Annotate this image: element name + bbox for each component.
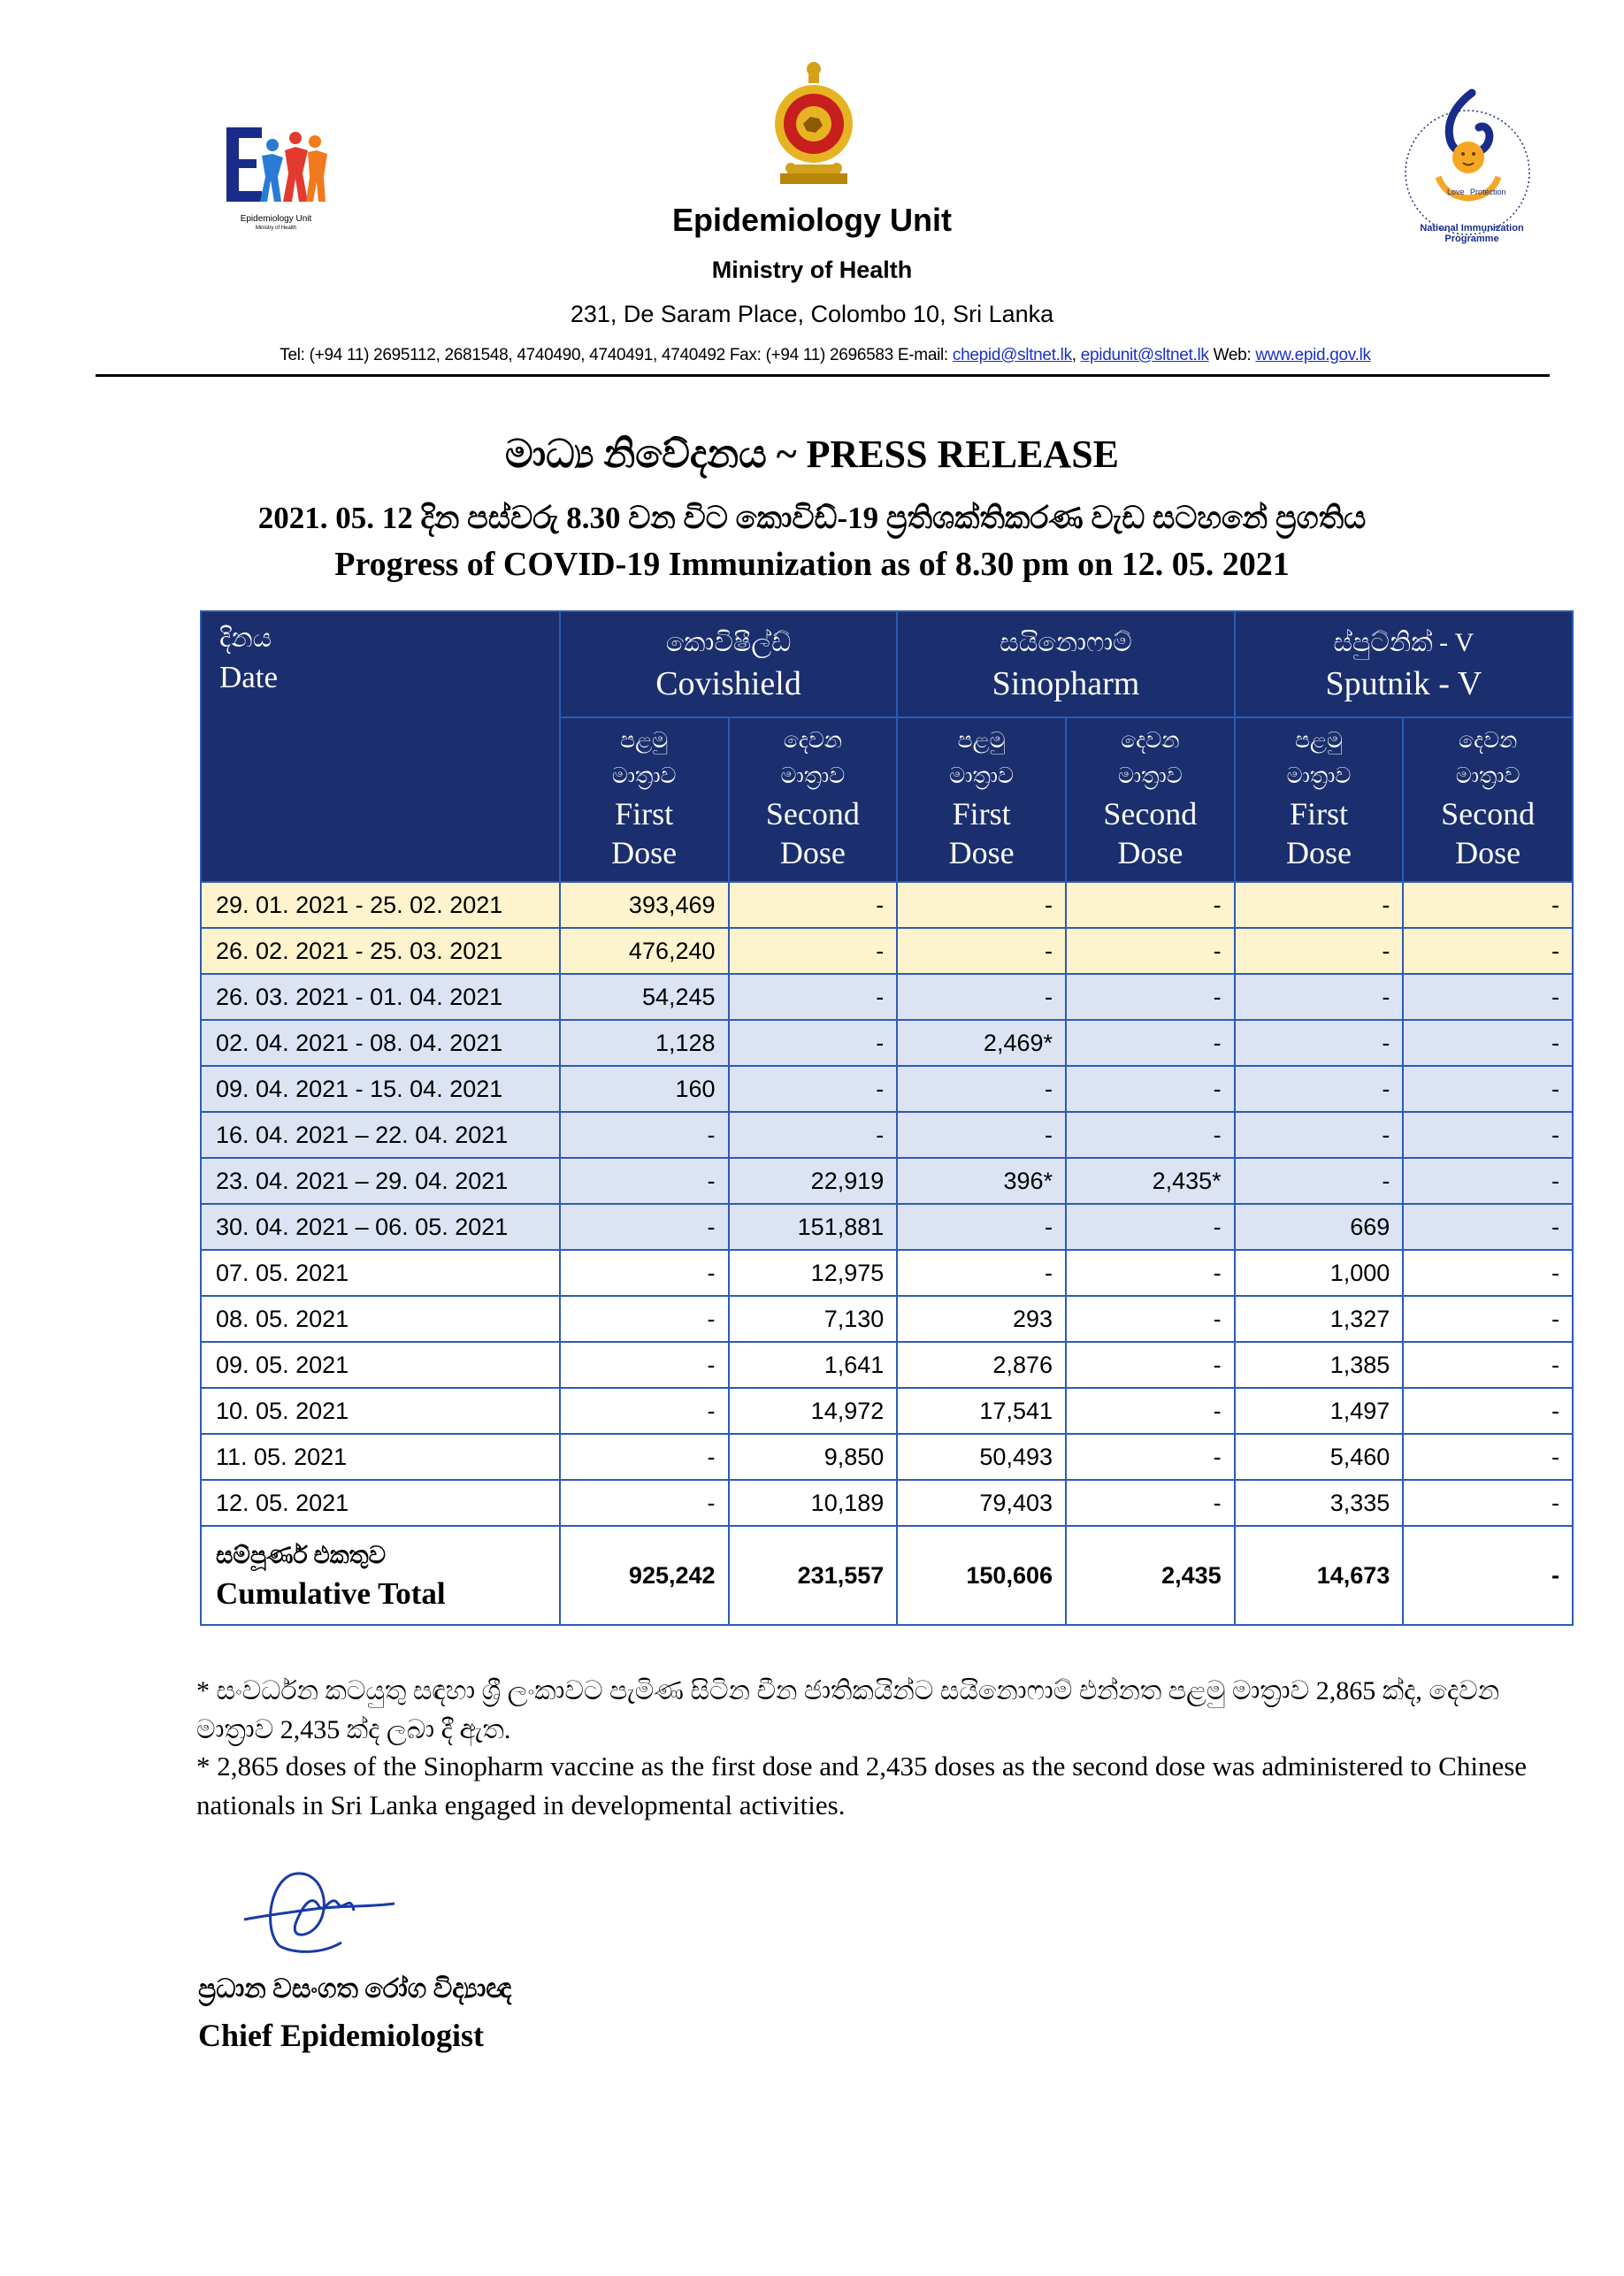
contact-line <box>96 346 1555 365</box>
table-row <box>201 928 1573 974</box>
dose-count-cell: 54,245 <box>560 974 729 1020</box>
dose-count-cell: 396* <box>897 1158 1066 1204</box>
subtitle-english: Progress of COVID-19 Immunization as of 8.30 pm on 12. 05. 2021 <box>334 546 1290 583</box>
dose-count-cell: - <box>1066 1112 1235 1158</box>
logo-subcaption: Ministry of Health <box>255 226 297 231</box>
date-header-si: දිනය <box>219 624 272 653</box>
logo-word-love: Love <box>1447 188 1465 196</box>
vaccine-header-covishield <box>560 611 897 717</box>
dose-count-cell: 2,435* <box>1066 1158 1235 1204</box>
email-link-epidunit[interactable]: epidunit@sltnet.lk <box>1080 346 1209 364</box>
total-cell: 150,606 <box>897 1526 1066 1625</box>
row-date: 23. 04. 2021 – 29. 04. 2021 <box>201 1158 560 1204</box>
dose-count-cell: - <box>1066 1342 1235 1388</box>
dose-count-cell: - <box>1066 882 1235 928</box>
total-cell: 2,435 <box>1066 1526 1235 1625</box>
dose-count-cell: - <box>897 1250 1066 1296</box>
dose-count-cell: 3,335 <box>1235 1480 1404 1526</box>
total-label-si: සම්පූර්ණ එකතුව <box>216 1542 387 1568</box>
cumulative-total-row <box>201 1526 1573 1625</box>
footnote-english: * 2,865 doses of the Sinopharm vaccine as the first dose and 2,435 doses as the second dose was administered to Chinese nationals in Sri Lanka engaged in developmental activities. <box>196 1751 1528 1820</box>
row-date: 11. 05. 2021 <box>201 1434 560 1480</box>
dose-count-cell: - <box>1066 928 1235 974</box>
date-column-header <box>201 611 560 882</box>
email-separator: , <box>1071 346 1081 364</box>
dose-count-cell: 1,000 <box>1235 1250 1404 1296</box>
table-row <box>201 1112 1573 1158</box>
logo-word-protection: Protection <box>1470 188 1506 196</box>
dose-count-cell: - <box>1403 1158 1573 1204</box>
dose-count-cell: - <box>1066 1020 1235 1066</box>
dose-count-cell: - <box>729 1066 898 1112</box>
dose-count-cell: - <box>1235 1112 1404 1158</box>
table-row <box>201 882 1573 928</box>
total-label <box>201 1526 560 1625</box>
dose-count-cell: - <box>1403 1066 1573 1112</box>
row-date: 09. 05. 2021 <box>201 1342 560 1388</box>
dose-count-cell: - <box>1403 974 1573 1020</box>
table-row <box>201 1480 1573 1526</box>
dose-count-cell: 22,919 <box>729 1158 898 1204</box>
dose-count-cell: 9,850 <box>729 1434 898 1480</box>
dose-count-cell: - <box>897 1066 1066 1112</box>
row-date: 16. 04. 2021 – 22. 04. 2021 <box>201 1112 560 1158</box>
dose-count-cell: 151,881 <box>729 1204 898 1250</box>
dose-count-cell: - <box>560 1158 729 1204</box>
dose-count-cell: 160 <box>560 1066 729 1112</box>
dose-count-cell: - <box>1066 1296 1235 1342</box>
dose-count-cell: 1,641 <box>729 1342 898 1388</box>
logo-caption-nip: National Immunization Programme <box>1420 223 1524 244</box>
email-link-chepid[interactable]: chepid@sltnet.lk <box>952 346 1072 364</box>
dose-count-cell: 2,876 <box>897 1342 1066 1388</box>
total-cell: 925,242 <box>560 1526 729 1625</box>
dose-count-cell: 50,493 <box>897 1434 1066 1480</box>
dose-count-cell: - <box>1403 1434 1573 1480</box>
dose-count-cell: 79,403 <box>897 1480 1066 1526</box>
vaccine-header-sputnik <box>1235 611 1573 717</box>
dose-count-cell: 10,189 <box>729 1480 898 1526</box>
dose-count-cell: - <box>1403 1342 1573 1388</box>
dose-count-cell: - <box>1403 1112 1573 1158</box>
dose-count-cell: - <box>1066 1480 1235 1526</box>
table-row <box>201 1342 1573 1388</box>
row-date: 26. 03. 2021 - 01. 04. 2021 <box>201 974 560 1020</box>
dose-count-cell: - <box>1403 928 1573 974</box>
dose-count-cell: 476,240 <box>560 928 729 974</box>
dose-count-cell: - <box>560 1250 729 1296</box>
dose-count-cell: - <box>1403 1020 1573 1066</box>
dose-count-cell: - <box>729 882 898 928</box>
dose-header: දෙවන මාත්‍රාව Second Dose <box>1403 717 1573 882</box>
dose-count-cell: - <box>560 1112 729 1158</box>
vaccine-header-sinopharm <box>897 611 1234 717</box>
dose-count-cell: - <box>1066 974 1235 1020</box>
dose-count-cell: - <box>1066 1388 1235 1434</box>
subtitle-sinhala: 2021. 05. 12 දින පස්වරු 8.30 වන විට කොවිඩ්-19 ප්‍රතිශක්තිකරණ වැඩ සටහනේ ප්‍රගතිය <box>257 501 1367 535</box>
dose-count-cell: - <box>560 1342 729 1388</box>
footnote-sinhala: * සංවර්ධන කටයුතු සඳහා ශ්‍රී ලංකාවට පැමිණ සිටින චීන ජාතිකයින්ට සයිනොෆාම් එන්නත පළමු මාත්‍රාව 2,865 ක්ද, දෙවන මාත්‍රාව 2,435 ක්ද ලබා දී ඇත. <box>196 1676 1500 1744</box>
dose-count-cell: - <box>1403 1250 1573 1296</box>
contact-phone-fax: Tel: (+94 11) 2695112, 2681548, 4740490, 4740491, 4740492 Fax: (+94 11) 2696583 E-mail: <box>280 346 953 364</box>
dose-count-cell: 2,469* <box>897 1020 1066 1066</box>
dose-header: පළමු මාත්‍රාව First Dose <box>560 717 729 882</box>
dose-count-cell: 1,128 <box>560 1020 729 1066</box>
row-date: 30. 04. 2021 – 06. 05. 2021 <box>201 1204 560 1250</box>
sri-lanka-emblem <box>771 60 856 193</box>
table-row <box>201 1020 1573 1066</box>
table-row <box>201 974 1573 1020</box>
table-row <box>201 1250 1573 1296</box>
dose-count-cell: - <box>1403 1296 1573 1342</box>
table-row <box>201 1204 1573 1250</box>
signatory-role-en: Chief Epidemiologist <box>198 2018 485 2053</box>
date-header-en: Date <box>219 660 279 694</box>
dose-count-cell: - <box>1403 882 1573 928</box>
row-date: 29. 01. 2021 - 25. 02. 2021 <box>201 882 560 928</box>
vaccine-name-en: Sinopharm <box>992 665 1140 702</box>
vaccine-name-si: ස්පුට්නික් - V <box>1333 628 1475 657</box>
dose-count-cell: 14,972 <box>729 1388 898 1434</box>
table-row <box>201 1296 1573 1342</box>
dose-count-cell: - <box>729 1112 898 1158</box>
dose-count-cell: - <box>1066 1066 1235 1112</box>
row-date: 09. 04. 2021 - 15. 04. 2021 <box>201 1066 560 1112</box>
table-row <box>201 1388 1573 1434</box>
dose-count-cell: - <box>729 1020 898 1066</box>
dose-count-cell: - <box>1066 1204 1235 1250</box>
dose-count-cell: - <box>1235 1066 1404 1112</box>
press-release-title: මාධ්‍ය නිවේදනය ~ PRESS RELEASE <box>504 433 1120 476</box>
row-date: 26. 02. 2021 - 25. 03. 2021 <box>201 928 560 974</box>
org-name: Epidemiology Unit <box>671 202 952 238</box>
total-label-en: Cumulative Total <box>216 1576 446 1611</box>
vaccine-name-en: Sputnik - V <box>1325 665 1482 702</box>
vaccine-name-si: සයිනොෆාම් <box>1000 628 1132 657</box>
dose-count-cell: - <box>1403 1388 1573 1434</box>
dose-header: දෙවන මාත්‍රාව Second Dose <box>1066 717 1235 882</box>
dose-header: පළමු මාත්‍රාව First Dose <box>897 717 1066 882</box>
dose-count-cell: 1,497 <box>1235 1388 1404 1434</box>
dose-count-cell: - <box>1403 1204 1573 1250</box>
vaccine-name-en: Covishield <box>655 665 801 702</box>
dose-count-cell: - <box>897 974 1066 1020</box>
dose-count-cell: 5,460 <box>1235 1434 1404 1480</box>
dose-count-cell: - <box>897 1112 1066 1158</box>
dose-count-cell: - <box>1403 1480 1573 1526</box>
row-date: 10. 05. 2021 <box>201 1388 560 1434</box>
table-row <box>201 1066 1573 1112</box>
signature <box>226 1858 403 1964</box>
dose-count-cell: - <box>729 928 898 974</box>
dose-count-cell: - <box>560 1434 729 1480</box>
logo-caption: Epidemiology Unit <box>240 214 312 224</box>
web-label: Web: <box>1208 346 1256 364</box>
total-cell: 231,557 <box>729 1526 898 1625</box>
dose-count-cell: - <box>560 1296 729 1342</box>
row-date: 02. 04. 2021 - 08. 04. 2021 <box>201 1020 560 1066</box>
dose-count-cell: - <box>897 928 1066 974</box>
dose-count-cell: - <box>897 882 1066 928</box>
address: 231, De Saram Place, Colombo 10, Sri Lanka <box>570 301 1054 327</box>
dose-count-cell: - <box>1235 974 1404 1020</box>
row-date: 07. 05. 2021 <box>201 1250 560 1296</box>
header-rule <box>96 374 1550 377</box>
total-cell: - <box>1403 1526 1573 1625</box>
dose-count-cell: - <box>897 1204 1066 1250</box>
dose-count-cell: - <box>1235 1020 1404 1066</box>
dose-count-cell: 1,385 <box>1235 1342 1404 1388</box>
row-date: 08. 05. 2021 <box>201 1296 560 1342</box>
dose-count-cell: 669 <box>1235 1204 1404 1250</box>
dose-count-cell: - <box>1066 1434 1235 1480</box>
dose-header: පළමු මාත්‍රාව First Dose <box>1235 717 1404 882</box>
website-link[interactable]: www.epid.gov.lk <box>1255 346 1371 364</box>
immunization-table <box>200 610 1574 1626</box>
dose-count-cell: - <box>729 974 898 1020</box>
dose-count-cell: - <box>1235 1158 1404 1204</box>
dose-count-cell: 393,469 <box>560 882 729 928</box>
signatory-role-si: ප්‍රධාන වසංගත රෝග විද්‍යාඥ <box>198 1974 512 2004</box>
dose-count-cell: - <box>560 1480 729 1526</box>
total-cell: 14,673 <box>1235 1526 1404 1625</box>
dose-count-cell: - <box>1235 882 1404 928</box>
vaccine-header-row <box>201 611 1573 717</box>
row-date: 12. 05. 2021 <box>201 1480 560 1526</box>
vaccine-name-si: කොවිෂීල්ඩ් <box>665 628 792 657</box>
table-row <box>201 1434 1573 1480</box>
dose-count-cell: - <box>1235 928 1404 974</box>
dose-count-cell: 1,327 <box>1235 1296 1404 1342</box>
dose-count-cell: 7,130 <box>729 1296 898 1342</box>
dose-count-cell: 12,975 <box>729 1250 898 1296</box>
table-row <box>201 1158 1573 1204</box>
dose-count-cell: 293 <box>897 1296 1066 1342</box>
dose-count-cell: - <box>1066 1250 1235 1296</box>
ministry-name: Ministry of Health <box>711 257 913 283</box>
dose-count-cell: 17,541 <box>897 1388 1066 1434</box>
dose-count-cell: - <box>560 1388 729 1434</box>
dose-count-cell: - <box>560 1204 729 1250</box>
dose-header: දෙවන මාත්‍රාව Second Dose <box>729 717 898 882</box>
